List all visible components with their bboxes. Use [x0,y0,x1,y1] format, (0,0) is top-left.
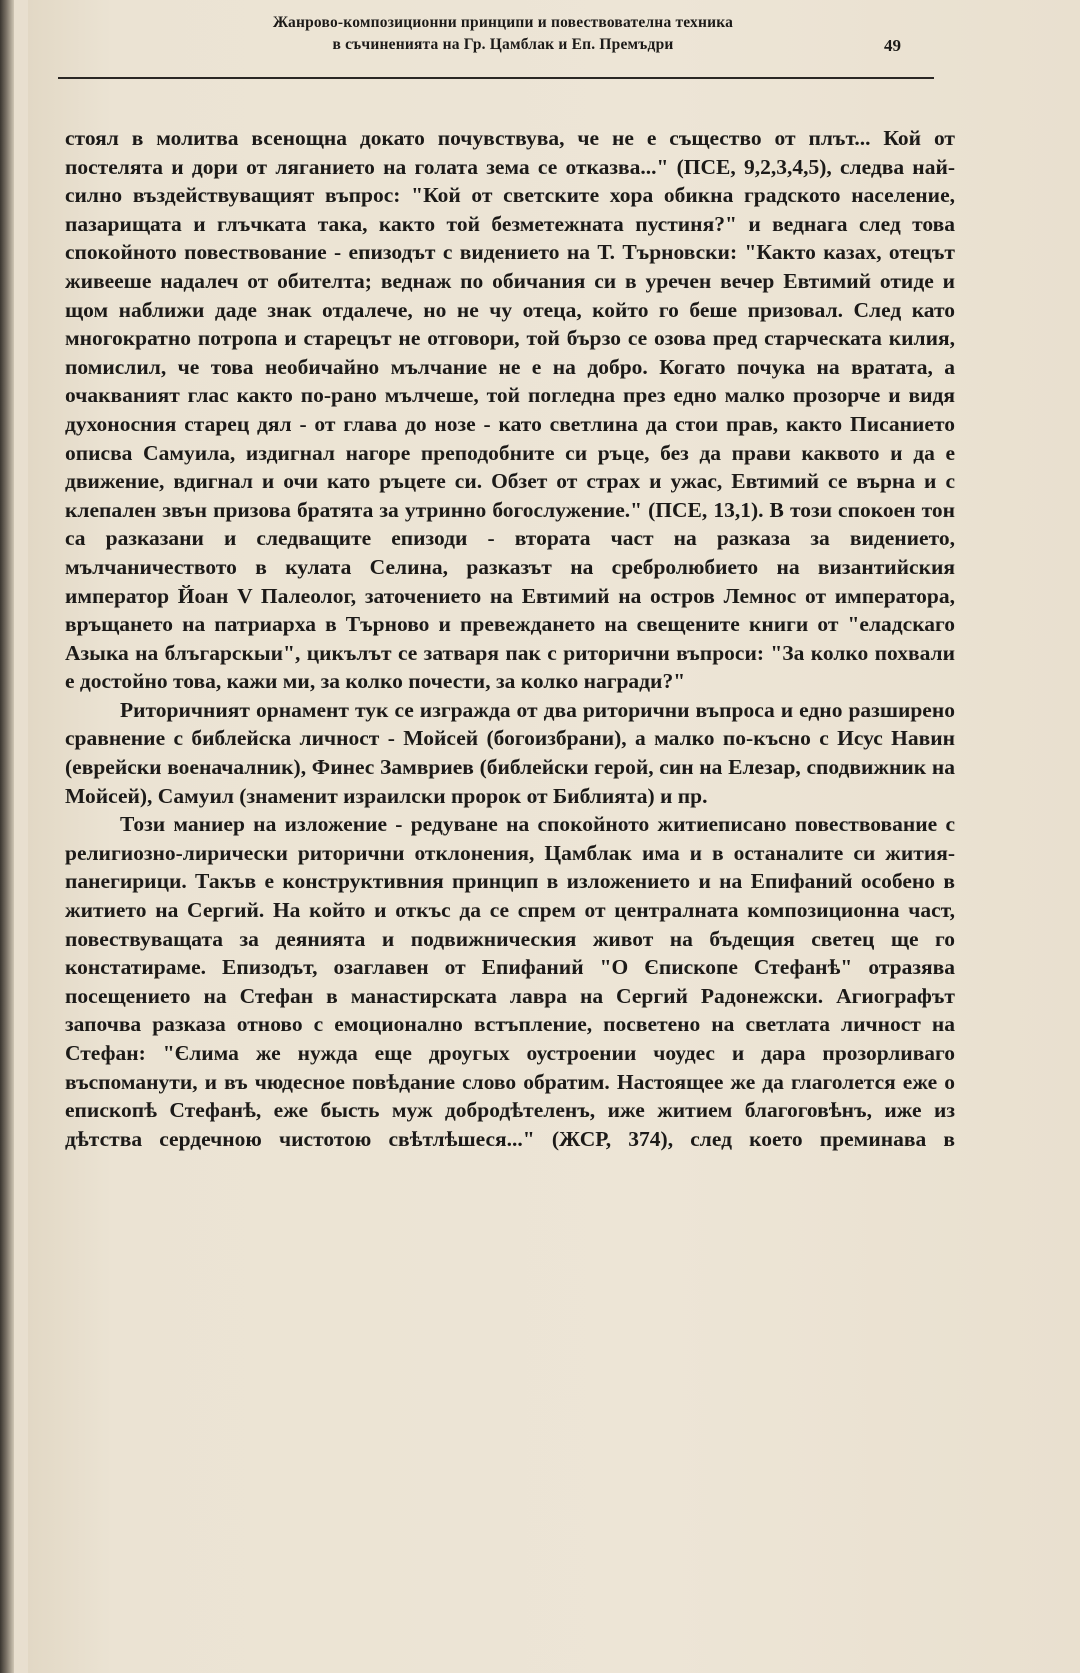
book-binding-edge [0,0,14,1673]
running-header-line-2: в съчиненията на Гр. Цамблак и Еп. Премъдри [332,36,674,53]
paragraph-2: Риторичният орнамент тук се изгражда от два риторични въпроса и едно разширено сравнение с библейска личност - Мойсей (богоизбрани), а малко по-късно с Исус Навин (еврейски военачалник), Финес Замвриев (библейски герой, син на Елезар, сподвижник на Мойсей), Самуил (знаменит израилски пророк от Библията) и пр. [65,697,955,808]
book-page [28,0,1080,1673]
paragraph-1: стоял в молитва всенощна докато почувствува, че не е същество от плът... Кой от постелята и дори от ляганието на голата зема се отказва..." (ПСЕ, 9,2,3,4,5), следва най-силно въздействуващият въпрос: "Кой от светските хора обикна градското население, пазарищата и глъчката така, както той безметежната пустиня?" и веднага след това спокойното повествование - епизодът с видението на Т. Търновски: "Както казах, отецът живееше надалеч от обителта; веднаж по обичания си в уречен вечер Евтимий отиде и щом наближи даде знак отдалече, но не чу отеца, който го беше призовал. След като многократно потропа и старецът не отговори, той бързо се озова пред старческата килия, помислил, че това необичайно мълчание не е на добро. Когато почука на вратата, а очакваният глас както по-рано мълчеше, той погледна през едно малко прозорче и видя духоносния старец дял - от глава до нозе - като светлина да стои прав, както Писанието описва Самуила, издигнал нагоре преподобните си ръце, без да прави каквото и да е движение, вдигнал и очи като ръцете си. Обзет от страх и ужас, Евтимий се върна и с клепален звън призова братята за утринно богослужение." (ПСЕ, 13,1). В този спокоен тон са разказани и следващите епизоди - втората част на разказа за видението, мълчаничеството в кулата Селина, разказът на сребролюбието на византийския император Йоан V Палеолог, заточението на Евтимий на остров Лемнос от императора, връщането на патриарха в Търново и превеждането на свещените книги от "еладскаго Азыка на блъгарскыи", цикълът се затваря пак с риторични въпроси: "За колко похвали е достойно това, кажи ми, за колко почести, за колко награди?" [65,126,955,694]
running-header-line-1: Жанрово-композиционни принципи и повествователна техника [272,14,734,31]
body-text [65,124,955,1153]
running-header [58,12,948,56]
page-number: 49 [884,36,901,55]
header-rule [58,77,934,79]
paragraph-3: Този маниер на изложение - редуване на спокойното житиеписано повествование с религиозно-лирически риторични отклонения, Цамблак има и в останалите си жития-панегирици. Такъв е конструктивния принцип в изложението и на Епифаний особено в житието на Сергий. На който и откъс да се спрем от централната композиционна част, повествуващата за деянията и подвижническия живот на бъдещия светец ще го констатираме. Епизодът, озаглавен от Епифаний "О Єпископе Стефанѣ" отразява посещението на Стефан в манастирската лавра на Сергий Радонежски. Агиографът започва разказа отново с емоционално встъпление, посветено на светлата личност на Стефан: "Єлима же нужда еще дроугых оустроении чоудес и дара прозорливаго въспоманути, и въ чюдесное повѣдание слово обратим. Настоящее же да глаголется еже о епископѣ Стефанѣ, еже бысть муж добродѣтеленъ, иже житием благоговѣнъ, иже из дѣтства сердечною чистотою свѣтлѣшеся..." (ЖСР, 374), след което преминава в [65,812,955,1151]
